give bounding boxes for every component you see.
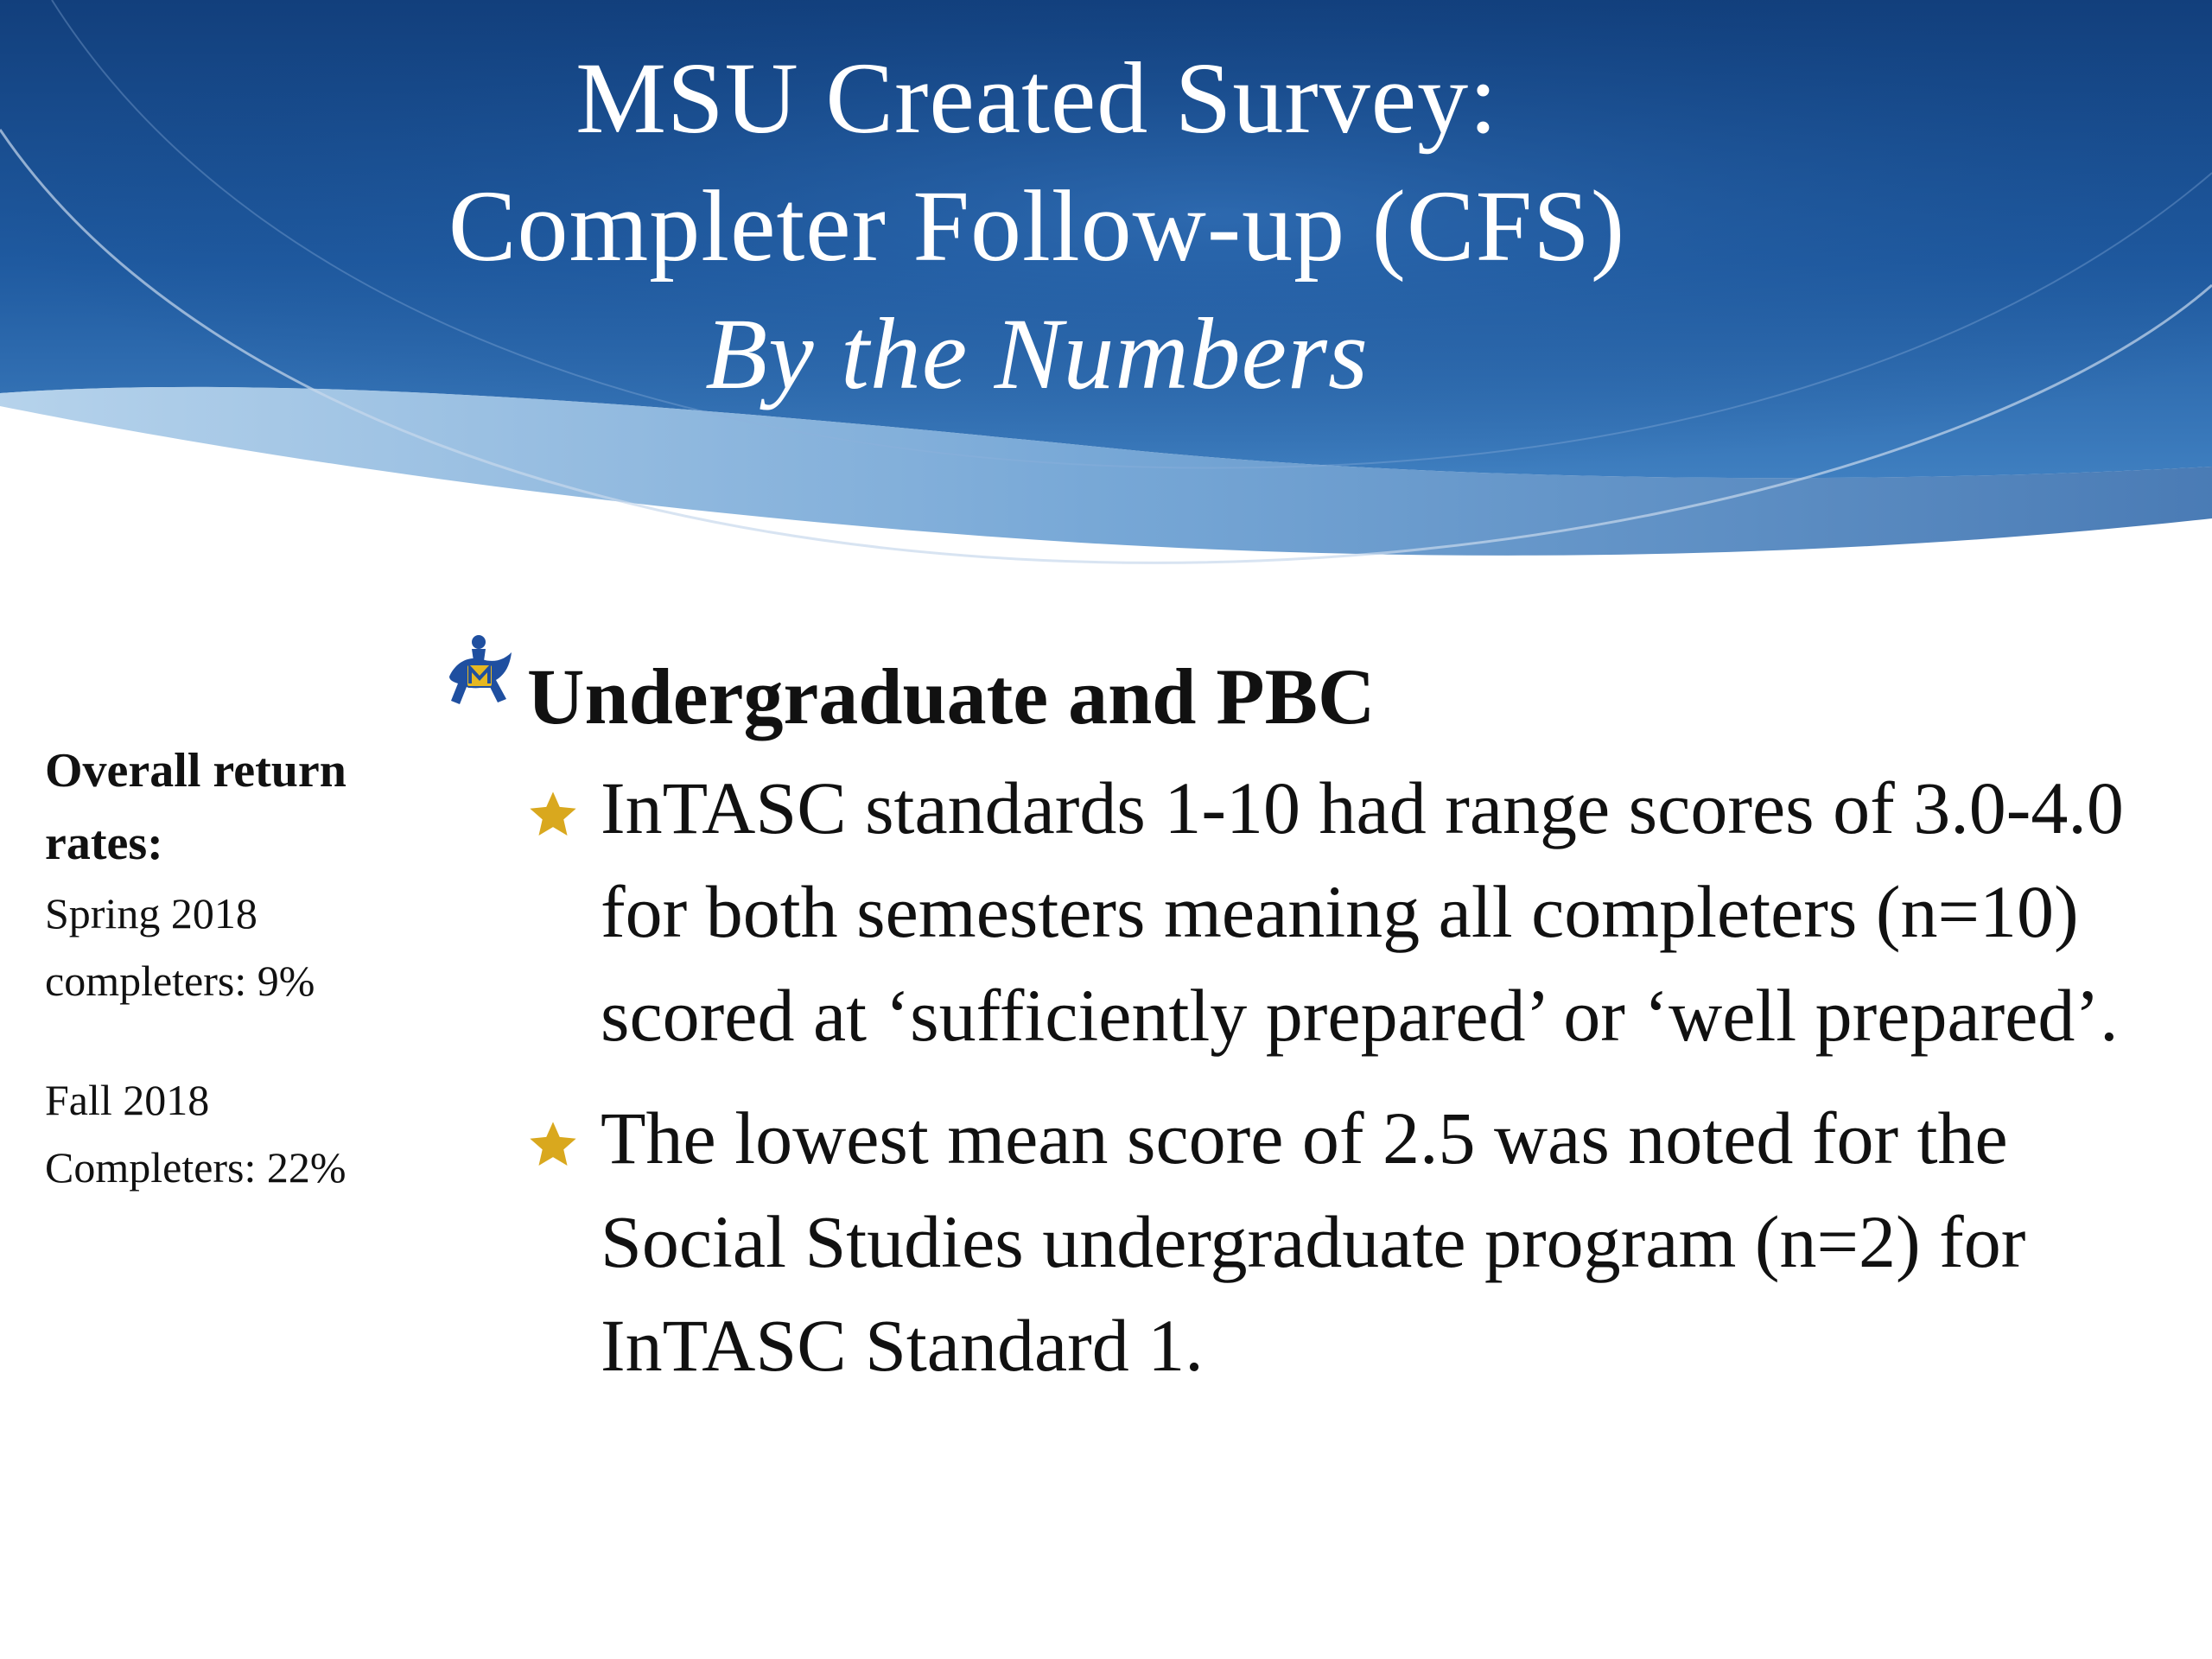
heading-row (432, 626, 2126, 756)
star-icon (525, 1117, 581, 1173)
fall-label: Fall 2018 (45, 1076, 210, 1124)
section-heading: Undergraduate and PBC (527, 652, 1376, 741)
bullet-text: InTASC standards 1-10 had range scores of 3.0-4.0 for both semesters meaning all completers (n=10) scored at ‘sufficiently prepared’ or ‘well prepared’. (601, 766, 2124, 1057)
return-rates-heading: Overall return rates: (45, 744, 346, 870)
spring-label: Spring 2018 (45, 889, 257, 938)
fall-value: Completers: 22% (45, 1143, 346, 1192)
bullet-item (432, 756, 2126, 1067)
title-line-1: MSU Created Survey: (575, 41, 1498, 155)
mascot-logo-icon (432, 626, 527, 721)
title-block (0, 35, 2074, 418)
star-icon (525, 787, 581, 842)
spring-value: completers: 9% (45, 957, 315, 1005)
title-line-2: Completer Follow-up (CFS) (448, 169, 1626, 283)
bullet-item (432, 1086, 2126, 1397)
bullet-text: The lowest mean score of 2.5 was noted for the Social Studies undergraduate program (n=2) for InTASC Standard 1. (601, 1096, 2026, 1387)
main-content (432, 626, 2126, 1397)
title-subtitle: By the Numbers (705, 297, 1369, 410)
sidebar-spacer (45, 1014, 425, 1066)
return-rates-sidebar (45, 734, 425, 1201)
